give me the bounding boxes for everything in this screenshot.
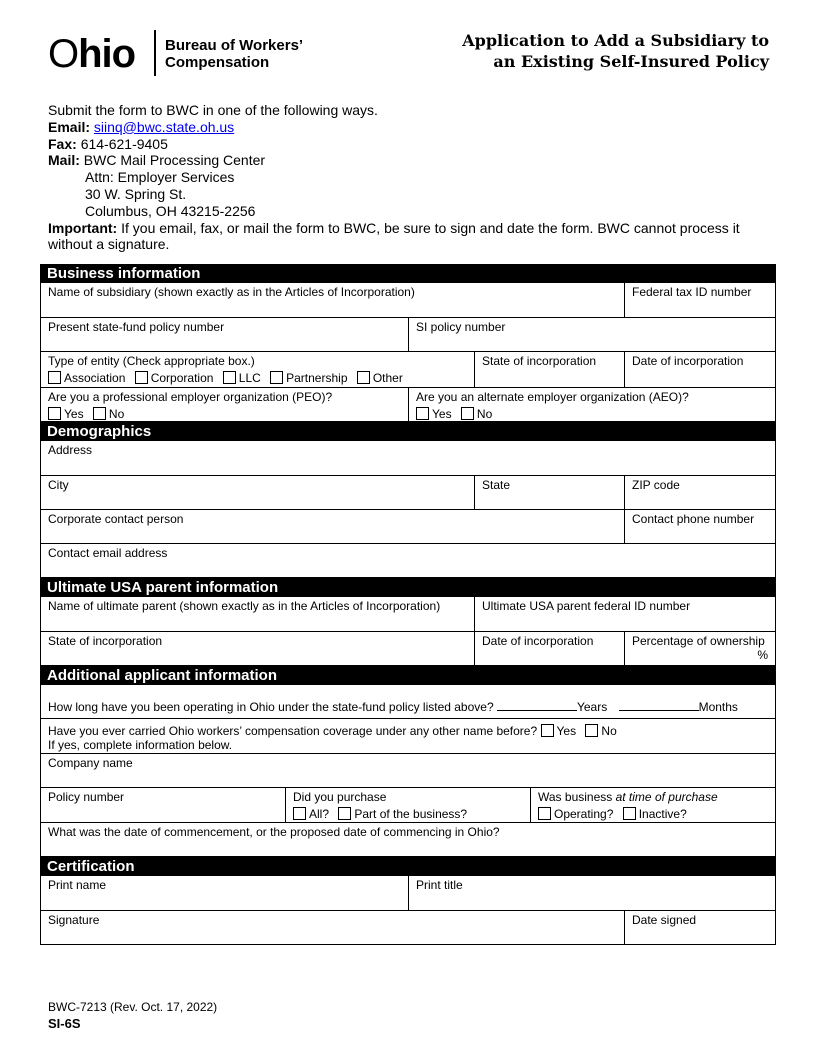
contact-phone-field[interactable]: Contact phone number: [632, 512, 755, 526]
business-date-incorporation-field[interactable]: Date of incorporation: [632, 354, 744, 368]
peo-question: Are you a professional employer organization (PEO)? Yes No: [41, 388, 409, 421]
checkbox[interactable]: [135, 371, 148, 384]
checkbox[interactable]: [293, 807, 306, 820]
purchase-question: Did you purchase All? Part of the business?: [286, 788, 531, 822]
additional-info-header: Additional applicant information: [40, 666, 776, 685]
business-status-question: Was business at time of purchase Operating? Inactive?: [538, 790, 718, 821]
operating-duration-field[interactable]: How long have you been operating in Ohio under the state-fund policy listed above? Years Months: [48, 700, 738, 714]
other-name-question: Have you ever carried Ohio workers’ compensation coverage under any other name before? Yes No If yes, complete information below.: [48, 724, 617, 752]
si-policy-field[interactable]: SI policy number: [416, 320, 506, 334]
parent-state-incorporation-field[interactable]: State of incorporation: [41, 632, 475, 665]
peo-no-option[interactable]: No: [93, 407, 124, 421]
status-inactive-option[interactable]: Inactive?: [623, 807, 687, 821]
zip-code-field[interactable]: ZIP code: [632, 478, 680, 492]
state-field[interactable]: State: [475, 476, 625, 509]
checkbox[interactable]: [585, 724, 598, 737]
logo-divider: [154, 30, 156, 76]
percent-sign: %: [757, 648, 768, 662]
parent-info-header: Ultimate USA parent information: [40, 578, 776, 597]
print-title-field[interactable]: Print title: [416, 878, 463, 892]
entity-llc-option[interactable]: LLC: [223, 371, 261, 385]
checkbox[interactable]: [48, 371, 61, 384]
checkbox[interactable]: [338, 807, 351, 820]
contact-person-field[interactable]: Corporate contact person: [41, 510, 625, 543]
parent-name-field[interactable]: Name of ultimate parent (shown exactly as in the Articles of Incorporation): [41, 597, 475, 631]
demographics-header: Demographics: [40, 422, 776, 441]
company-name-field[interactable]: Company name: [48, 756, 133, 770]
checkbox[interactable]: [623, 807, 636, 820]
checkbox[interactable]: [223, 371, 236, 384]
entity-other-option[interactable]: Other: [357, 371, 403, 385]
address-field[interactable]: Address: [48, 443, 93, 457]
years-blank[interactable]: [497, 700, 577, 711]
purchase-all-option[interactable]: All?: [293, 807, 329, 821]
entity-corporation-option[interactable]: Corporation: [135, 371, 214, 385]
print-name-field[interactable]: Print name: [41, 876, 409, 910]
submission-instructions: Submit the form to BWC in one of the following ways. Email: siinq@bwc.state.oh.us Fax: 614-621-9405 Mail: BWC Mail Processing Center Attn: Employer Services 30 W. Spring St. Columbus, OH 43215-2256 Important: If you email, fax, or mail the form to BWC, be sure to sign and date the form. BWC cannot process it without a signature.: [48, 102, 740, 253]
business-info-header: Business information: [40, 264, 776, 283]
signature-field[interactable]: Signature: [41, 911, 625, 944]
checkbox[interactable]: [48, 407, 61, 420]
parent-date-incorporation-field[interactable]: Date of incorporation: [475, 632, 625, 665]
document-title: Application to Add a Subsidiary to an Existing Self-Insured Policy: [462, 31, 769, 71]
other-name-yes-option[interactable]: Yes: [541, 724, 577, 738]
purchase-part-option[interactable]: Part of the business?: [338, 807, 467, 821]
form-code: SI-6S: [48, 1016, 81, 1031]
form-revision: BWC-7213 (Rev. Oct. 17, 2022): [48, 1000, 218, 1014]
state-fund-policy-field[interactable]: Present state-fund policy number: [41, 318, 409, 351]
city-field[interactable]: City: [41, 476, 475, 509]
ownership-percentage-field[interactable]: Percentage of ownership %: [632, 634, 768, 662]
months-blank[interactable]: [619, 700, 699, 711]
other-name-no-option[interactable]: No: [585, 724, 616, 738]
ohio-logo: Ohio: [48, 32, 136, 76]
checkbox[interactable]: [270, 371, 283, 384]
bureau-name: Bureau of Workers’ Compensation: [165, 37, 304, 71]
policy-number-field[interactable]: Policy number: [41, 788, 286, 822]
subsidiary-name-field[interactable]: Name of subsidiary (shown exactly as in the Articles of Incorporation): [41, 283, 625, 317]
checkbox[interactable]: [93, 407, 106, 420]
contact-email-field[interactable]: Contact email address: [48, 546, 168, 560]
checkbox[interactable]: [461, 407, 474, 420]
entity-partnership-option[interactable]: Partnership: [270, 371, 347, 385]
certification-header: Certification: [40, 857, 776, 876]
peo-yes-option[interactable]: Yes: [48, 407, 84, 421]
aeo-no-option[interactable]: No: [461, 407, 492, 421]
entity-association-option[interactable]: Association: [48, 371, 125, 385]
business-state-incorporation-field[interactable]: State of incorporation: [475, 352, 625, 387]
aeo-question: Are you an alternate employer organization (AEO)? Yes No: [416, 390, 689, 421]
checkbox[interactable]: [416, 407, 429, 420]
date-signed-field[interactable]: Date signed: [632, 913, 697, 927]
status-operating-option[interactable]: Operating?: [538, 807, 613, 821]
application-form: [40, 264, 776, 945]
federal-tax-id-field[interactable]: Federal tax ID number: [632, 285, 752, 299]
checkbox[interactable]: [357, 371, 370, 384]
commencement-date-field[interactable]: What was the date of commencement, or the proposed date of commencing in Ohio?: [48, 825, 500, 839]
checkbox[interactable]: [538, 807, 551, 820]
aeo-yes-option[interactable]: Yes: [416, 407, 452, 421]
entity-type-group: Type of entity (Check appropriate box.) Association Corporation LLC Partnership Other: [41, 352, 475, 387]
parent-federal-id-field[interactable]: Ultimate USA parent federal ID number: [482, 599, 691, 613]
email-link[interactable]: siinq@bwc.state.oh.us: [93, 118, 235, 135]
checkbox[interactable]: [541, 724, 554, 737]
